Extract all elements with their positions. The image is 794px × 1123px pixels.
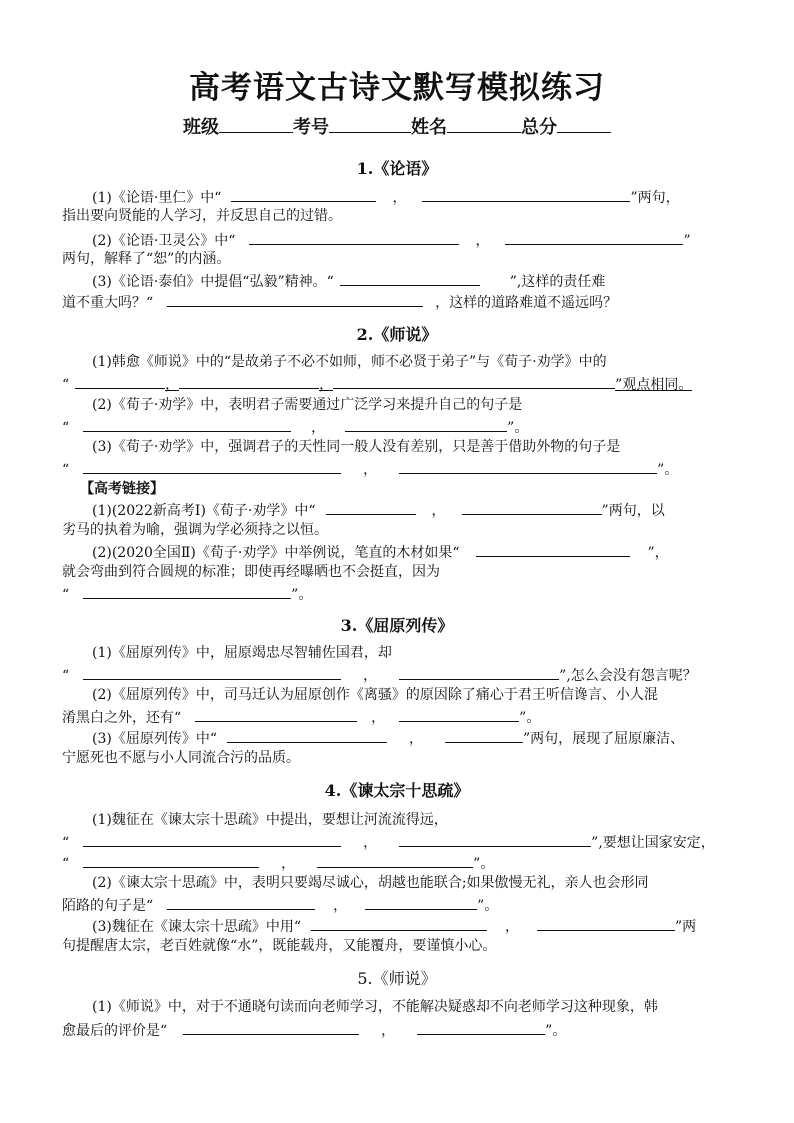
answer-blank[interactable] [83,831,341,847]
name-blank[interactable] [447,116,521,133]
section-heading: 5.《师说》 [357,969,437,988]
section-heading: 2.《师说》 [356,325,438,344]
answer-blank[interactable] [326,499,416,515]
class-label: 班级 [183,117,219,138]
student-info-line [0,113,794,139]
answer-blank[interactable] [476,541,630,557]
question-line: (2)(2020全国Ⅱ)《荀子·劝学》中举例说，笔直的木材如果“ ”， [62,541,740,563]
answer-blank[interactable] [83,583,291,599]
question-line: 指出要向贤能的人学习，并反思自己的过错。 [62,208,342,224]
question-line: “ ， ， ”观点相同。 [62,373,740,395]
question-line: “ ， ”。 [62,852,740,874]
exam-no-blank[interactable] [329,116,411,133]
answer-blank[interactable] [505,229,683,245]
answer-blank[interactable] [167,894,315,910]
answer-blank[interactable] [345,416,507,432]
page-title: 高考语文古诗文默写模拟练习 [189,70,605,106]
score-blank[interactable] [557,116,611,133]
class-blank[interactable] [219,116,293,133]
question-line: 劣马的执着为喻，强调为学必须持之以恒。 [62,522,328,538]
answer-blank[interactable] [399,831,591,847]
answer-blank[interactable] [311,915,487,931]
score-label: 总分 [521,117,557,138]
question-line: 就会弯曲到符合圆规的标准；即使再经曝晒也不会挺直，因为 [62,564,440,580]
answer-blank[interactable] [249,229,459,245]
answer-blank[interactable] [537,915,675,931]
name-label: 姓名 [411,117,447,138]
question-line: (1)《论语·里仁》中“ ， ”两句， [62,186,740,208]
question-line: (3)《荀子·劝学》中，强调君子的天性同一般人没有差别，只是善于借助外物的句子是 [92,439,621,455]
exam-no-label: 考号 [293,117,329,138]
exam-link-label: 【高考链接】 [80,481,164,497]
question-line: (2)《荀子·劝学》中，表明君子需要通过广泛学习来提升自己的句子是 [92,397,523,413]
section-heading: 4.《谏太宗十思疏》 [324,781,470,800]
question-line: 愈最后的评价是“ ， ”。 [62,1019,740,1041]
answer-blank[interactable] [183,1019,359,1035]
question-line: (1)(2022新高考Ⅰ)《荀子·劝学》中“ ， ”两句，以 [62,499,740,521]
answer-blank[interactable] [231,186,376,202]
question-line: (2)《屈原列传》中，司马迁认为屈原创作《离骚》的原因除了痛心于君王听信谗言、小人混 [92,687,658,703]
question-line: 淆黑白之外，还有“ ， ”。 [62,706,740,728]
question-line: (3)《屈原列传》中“ ， ”两句，展现了屈原廉洁、 [62,727,740,749]
section-heading: 3.《屈原列传》 [340,616,454,635]
answer-blank[interactable] [167,291,423,307]
answer-blank[interactable] [445,727,523,743]
answer-blank[interactable] [195,706,357,722]
answer-blank[interactable] [399,664,559,680]
answer-blank[interactable] [83,852,259,868]
question-line: “ ”。 [62,583,740,605]
answer-blank[interactable] [179,373,319,389]
answer-blank[interactable] [422,186,630,202]
answer-blank[interactable] [417,1019,545,1035]
answer-blank[interactable] [75,373,165,389]
question-line: (2)《谏太宗十思疏》中，表明只要竭尽诚心，胡越也能联合;如果傲慢无礼，亲人也会形同 [92,875,649,891]
question-line: (1)《屈原列传》中，屈原竭忠尽智辅佐国君，却 [92,645,392,661]
question-line: “ ， ”,要想让国家安定， [62,831,740,853]
question-line: (1)《师说》中，对于不通晓句读而向老师学习，不能解决疑惑却不向老师学习这种现象，韩 [92,999,658,1015]
question-line: 陌路的句子是“ ， ”。 [62,894,740,916]
question-line: 句提醒唐太宗，老百姓就像“水”，既能载舟，又能覆舟，要谨慎小心。 [62,938,497,954]
answer-blank[interactable] [399,458,657,474]
question-line: “ ， ”,怎么会没有怨言呢？ [62,664,740,686]
answer-blank[interactable] [317,852,473,868]
question-line: (1)韩愈《师说》中的“是故弟子不必不如师，师不必贤于弟子”与《荀子·劝学》中的 [92,354,607,370]
question-line: “ ， ”。 [62,458,740,480]
answer-blank[interactable] [365,894,477,910]
question-line: 两句，解释了“恕”的内涵。 [62,251,231,267]
answer-blank[interactable] [333,373,615,389]
question-line: 宁愿死也不愿与小人同流合污的品质。 [62,750,300,766]
question-line: (3)魏征在《谏太宗十思疏》中用“ ， ”两 [62,915,740,937]
answer-blank[interactable] [83,416,291,432]
question-line: (1)魏征在《谏太宗十思疏》中提出，要想让河流流得远， [92,812,448,828]
answer-blank[interactable] [83,664,341,680]
answer-blank[interactable] [83,458,341,474]
question-line: (2)《论语·卫灵公》中“ ， ” [62,229,740,251]
answer-blank[interactable] [340,270,480,286]
answer-blank[interactable] [227,727,387,743]
question-line: “ ， ”。 [62,416,740,438]
question-line: (3)《论语·泰伯》中提倡“弘毅”精神。“ ”,这样的责任难 [62,270,740,292]
question-line: 道不重大吗？“ ，这样的道路难道不遥远吗？ [62,291,740,313]
answer-blank[interactable] [399,706,519,722]
answer-blank[interactable] [462,499,602,515]
section-heading: 1.《论语》 [356,159,438,178]
